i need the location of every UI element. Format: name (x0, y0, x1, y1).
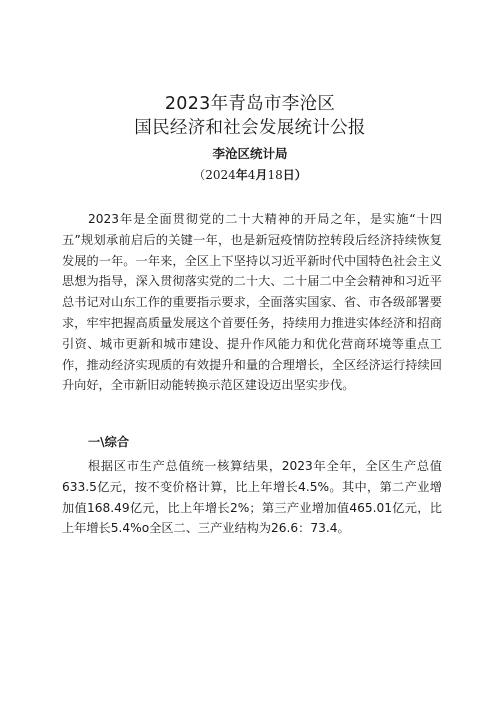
date-month: 4 (247, 168, 256, 182)
date-open: （2024 (193, 168, 236, 182)
date-month-char: 月 (255, 168, 268, 182)
intro-paragraph: 2023年是全面贯彻党的二十大精神的开局之年，是实施“十四五”规划承前启后的关键一年，也是新冠疫情防控转段后经济持续恢复发展的一年。一年来，全区上下坚持以习近平新时代中国特色社会主义思想为指导，深入贯彻落实党的二十大、二十届二中全会精神和习近平总书记对山东工作的重要指示要求，全面落实国家、省、市各级部署要求，牢牢把握高质量发展这个首要任务，持续用力推进实体经济和招商引资、城市更新和城市建设、提升作风能力和优化营商环境等重点工作，推动经济实现质的有效提升和量的合理增长，全区经济运行持续回升向好，全市新旧动能转换示范区建设迈出坚实步伐。 (62, 212, 442, 393)
report-title-line2: 国民经济和社会发展统计公报 (134, 118, 366, 138)
section-heading-overview: 一\综合 (88, 435, 130, 449)
overview-paragraph: 根据区市生产总值统一核算结果，2023年全年，全区生产总值633.5亿元，按不变价格计算，比上年增长4.5%。其中，第二产业增加值168.49亿元，比上年增长2%；第三产业增加值465.01亿元，比上年增长5.4%o全区二、三产业结构为26.6：73.4。 (62, 459, 442, 536)
publish-date (0, 166, 500, 184)
issuing-agency: 李沧区统计局 (212, 146, 288, 161)
report-title-line1: 2023年青岛市李沧区 (164, 94, 336, 114)
date-day: 18 (267, 168, 283, 182)
date-year-char: 年 (235, 168, 248, 182)
date-close: 日） (282, 168, 307, 182)
